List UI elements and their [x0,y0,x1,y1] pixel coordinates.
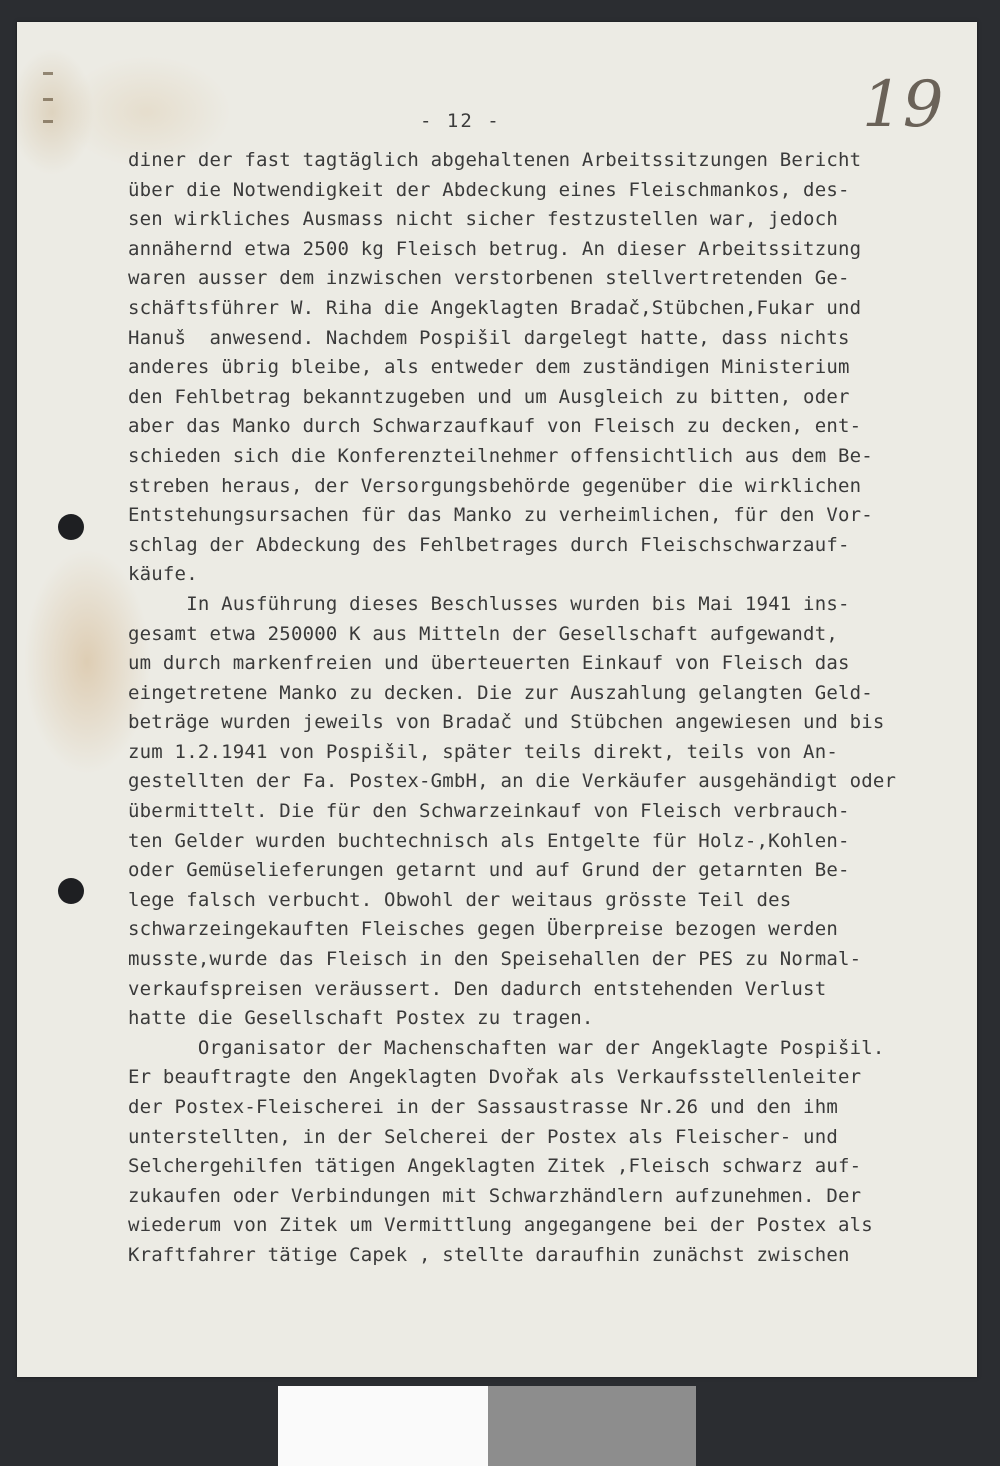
text-line: über die Notwendigkeit der Abdeckung eines Fleischmankos, des- [128,178,850,201]
text-line: diner der fast tagtäglich abgehaltenen Arbeitssitzungen Bericht [128,149,862,171]
text-line: aber das Manko durch Schwarzaufkauf von Fleisch zu decken, ent- [128,415,862,438]
margin-mark [43,120,53,123]
text-line: Kraftfahrer tätige Capek , stellte daraufhin zunächst zwischen [128,1243,850,1266]
text-line: Selchergehilfen tätigen Angeklagten Zitek ,Fleisch schwarz auf- [128,1155,862,1178]
text-line: waren ausser dem inzwischen verstorbenen stellvertretenden Ge- [128,267,850,290]
text-line: hatte die Gesellschaft Postex zu tragen. [128,1007,594,1030]
text-line: unterstellten, in der Selcherei der Postex als Fleischer- und [128,1125,838,1148]
text-line: Entstehungsursachen für das Manko zu verheimlichen, für den Vor- [128,504,873,527]
text-line: der Postex-Fleischerei in der Sassaustrasse Nr.26 und den ihm [128,1096,838,1118]
text-line: gestellten der Fa. Postex-GmbH, an die Verkäufer ausgehändigt oder [128,770,897,793]
text-line: käufe. [128,563,198,586]
text-line: eingetretene Manko zu decken. Die zur Auszahlung gelangten Geld- [128,681,873,704]
text-line: zukaufen oder Verbindungen mit Schwarzhändlern aufzunehmen. Der [128,1184,862,1207]
text-line: schieden sich die Konferenzteilnehmer offensichtlich aus dem Be- [128,444,873,467]
text-line: den Fehlbetrag bekanntzugeben und um Ausgleich zu bitten, oder [128,385,850,408]
color-calibration-grey-patch [488,1386,696,1466]
punch-hole [58,878,84,904]
text-line: anderes übrig bleibe, als entweder dem zuständigen Ministerium [128,356,850,379]
handwritten-folio-number: 19 [862,68,944,142]
margin-mark [43,72,53,75]
text-line: Organisator der Machenschaften war der Angeklagte Pospišil. [128,1036,885,1059]
margin-mark [43,98,53,101]
text-line: zum 1.2.1941 von Pospišil, später teils direkt, teils von An- [128,740,838,763]
text-line: verkaufspreisen veräussert. Den dadurch entstehenden Verlust [128,977,827,1000]
text-line: schäftsführer W. Riha die Angeklagten Bradač,Stübchen,Fukar und [128,296,862,319]
text-line: lege falsch verbucht. Obwohl der weitaus grösste Teil des [128,888,792,911]
text-line: wiederum von Zitek um Vermittlung angegangene bei der Postex als [128,1214,873,1237]
text-line: musste,wurde das Fleisch in den Speisehallen der PES zu Normal- [128,948,862,971]
text-line: annähernd etwa 2500 kg Fleisch betrug. An dieser Arbeitssitzung [128,237,862,260]
text-line: um durch markenfreien und überteuerten Einkauf von Fleisch das [128,652,850,675]
text-line: gesamt etwa 250000 K aus Mitteln der Gesellschaft aufgewandt, [128,622,838,645]
typed-body-text [128,146,928,1271]
text-line: streben heraus, der Versorgungsbehörde gegenüber die wirklichen [128,474,862,497]
page-number: - 12 - [420,110,501,132]
text-line: beträge wurden jeweils von Bradač und Stübchen angewiesen und bis [128,711,885,734]
text-line: schwarzeingekauften Fleisches gegen Überpreise bezogen werden [128,918,838,941]
text-line: Hanuš anwesend. Nachdem Pospišil dargelegt hatte, dass nichts [128,326,850,349]
text-line: ten Gelder wurden buchtechnisch als Entgelte für Holz-,Kohlen- [128,829,850,852]
text-line: schlag der Abdeckung des Fehlbetrages durch Fleischschwarzauf- [128,533,850,556]
text-line: sen wirkliches Ausmass nicht sicher festzustellen war, jedoch [128,208,838,231]
text-line: oder Gemüselieferungen getarnt und auf Grund der getarnten Be- [128,859,850,882]
text-line: übermittelt. Die für den Schwarzeinkauf von Fleisch verbrauch- [128,800,850,823]
text-line: In Ausführung dieses Beschlusses wurden bis Mai 1941 ins- [128,592,850,615]
text-line: Er beauftragte den Angeklagten Dvořak als Verkaufsstellenleiter [128,1066,862,1089]
punch-hole [58,514,84,540]
color-calibration-white-patch [278,1386,488,1466]
